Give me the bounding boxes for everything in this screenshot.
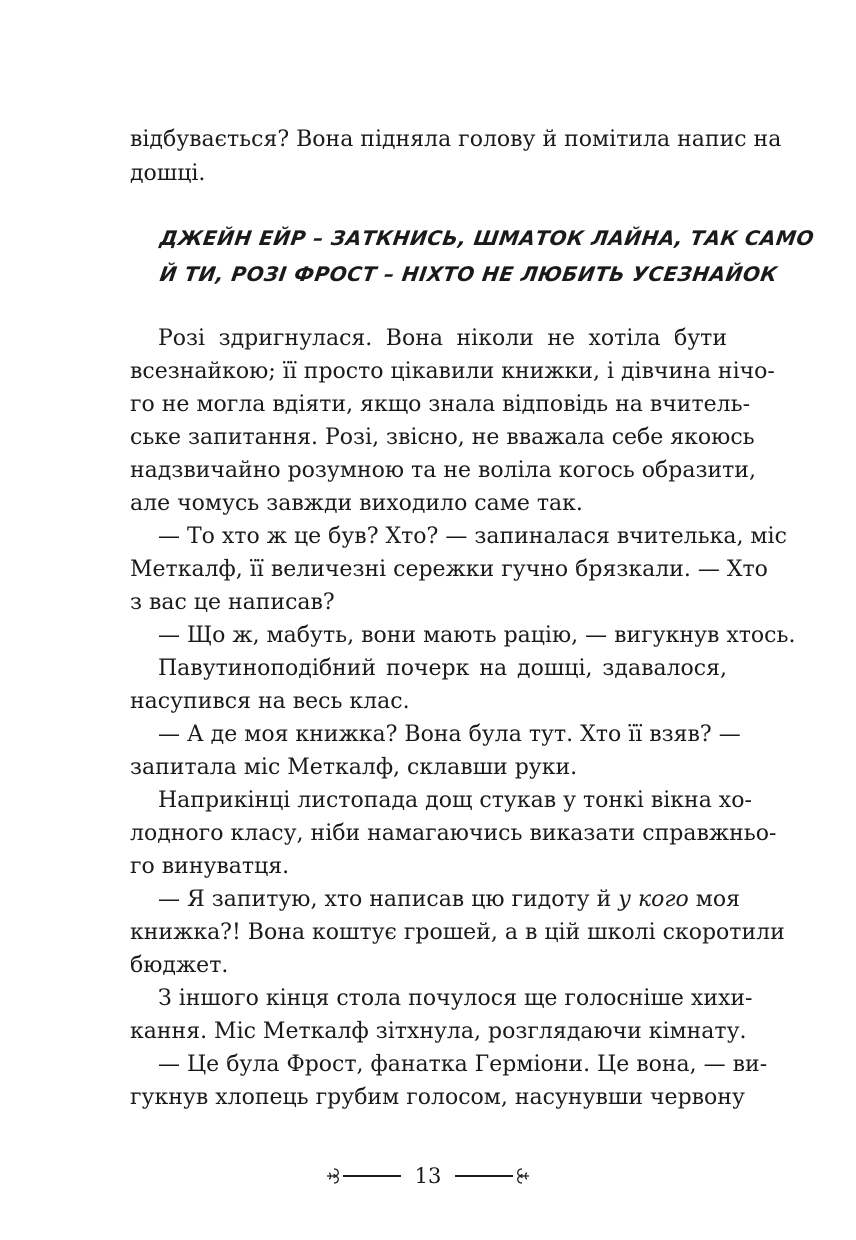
text-line: бюджет.	[130, 953, 229, 978]
text-line: гукнув хлопець грубим голосом, насунувши червону	[130, 1085, 745, 1110]
text-line: з вас це написав?	[130, 590, 335, 615]
text-line: ське запитання. Розі, звісно, не вважала себе якоюсь	[130, 425, 755, 450]
text-line: запитала міс Меткалф, склавши руки.	[130, 755, 578, 780]
text-line: Меткалф, її величезні сережки гучно брязкали. — Хто	[130, 557, 768, 582]
text-line: — Це була Фрост, фанатка Герміони. Це вона, — ви-	[158, 1052, 768, 1077]
chalkboard-writing: Й ТИ, РОЗІ ФРОСТ – НІХТО НЕ ЛЮБИТЬ УСЕЗНАЙОК	[158, 262, 780, 286]
text-segment: моя	[688, 887, 740, 912]
text-line: книжка?! Вона коштує грошей, а в цій школі скоротили	[130, 920, 785, 945]
text-line: всезнайкою; її просто цікавили книжки, і дівчина нічо-	[130, 359, 775, 384]
text-line: — А де моя книжка? Вона була тут. Хто її взяв? —	[158, 722, 741, 747]
text-line: Павутиноподібний почерк на дошці, здавалося,	[158, 656, 727, 681]
text-line	[130, 884, 740, 916]
chalkboard-writing: ДЖЕЙН ЕЙР – ЗАТКНИСЬ, ШМАТОК ЛАЙНА, ТАК САМО	[158, 226, 816, 250]
page-number: 13	[414, 1164, 442, 1188]
text-segment: — Я запитую, хто написав цю гидоту й	[158, 887, 619, 912]
text-line: відбувається? Вона підняла голову й помітила напис на	[130, 127, 782, 152]
flourish-left-icon	[325, 1167, 343, 1185]
text-line: лодного класу, ніби намагаючись виказати справжньо-	[130, 821, 777, 846]
text-line: го винуватця.	[130, 854, 290, 879]
text-line: дошці.	[130, 161, 206, 186]
text-line: — Що ж, мабуть, вони мають рацію, — вигукнув хтось.	[158, 623, 796, 648]
footer-rule-right	[455, 1175, 513, 1177]
text-line: З іншого кінця стола почулося ще голосніше хихи-	[158, 986, 753, 1011]
text-line: але чомусь завжди виходило саме так.	[130, 491, 583, 516]
footer-rule-left	[343, 1175, 401, 1177]
text-line: Наприкінці листопада дощ стукав у тонкі вікна хо-	[158, 788, 752, 813]
text-line: — То хто ж це був? Хто? — запиналася вчителька, міс	[158, 524, 787, 549]
text-line: го не могла вдіяти, якщо знала відповідь на вчитель-	[130, 392, 751, 417]
emphasis-text: у кого	[618, 887, 689, 912]
flourish-right-icon	[513, 1167, 531, 1185]
page-footer	[0, 1158, 856, 1194]
text-line: насупився на весь клас.	[130, 689, 410, 714]
text-line: кання. Міс Меткалф зітхнула, розглядаючи кімнату.	[130, 1019, 747, 1044]
text-line: Розі здригнулася. Вона ніколи не хотіла бути	[158, 326, 727, 351]
text-line: надзвичайно розумною та не воліла когось образити,	[130, 458, 756, 483]
